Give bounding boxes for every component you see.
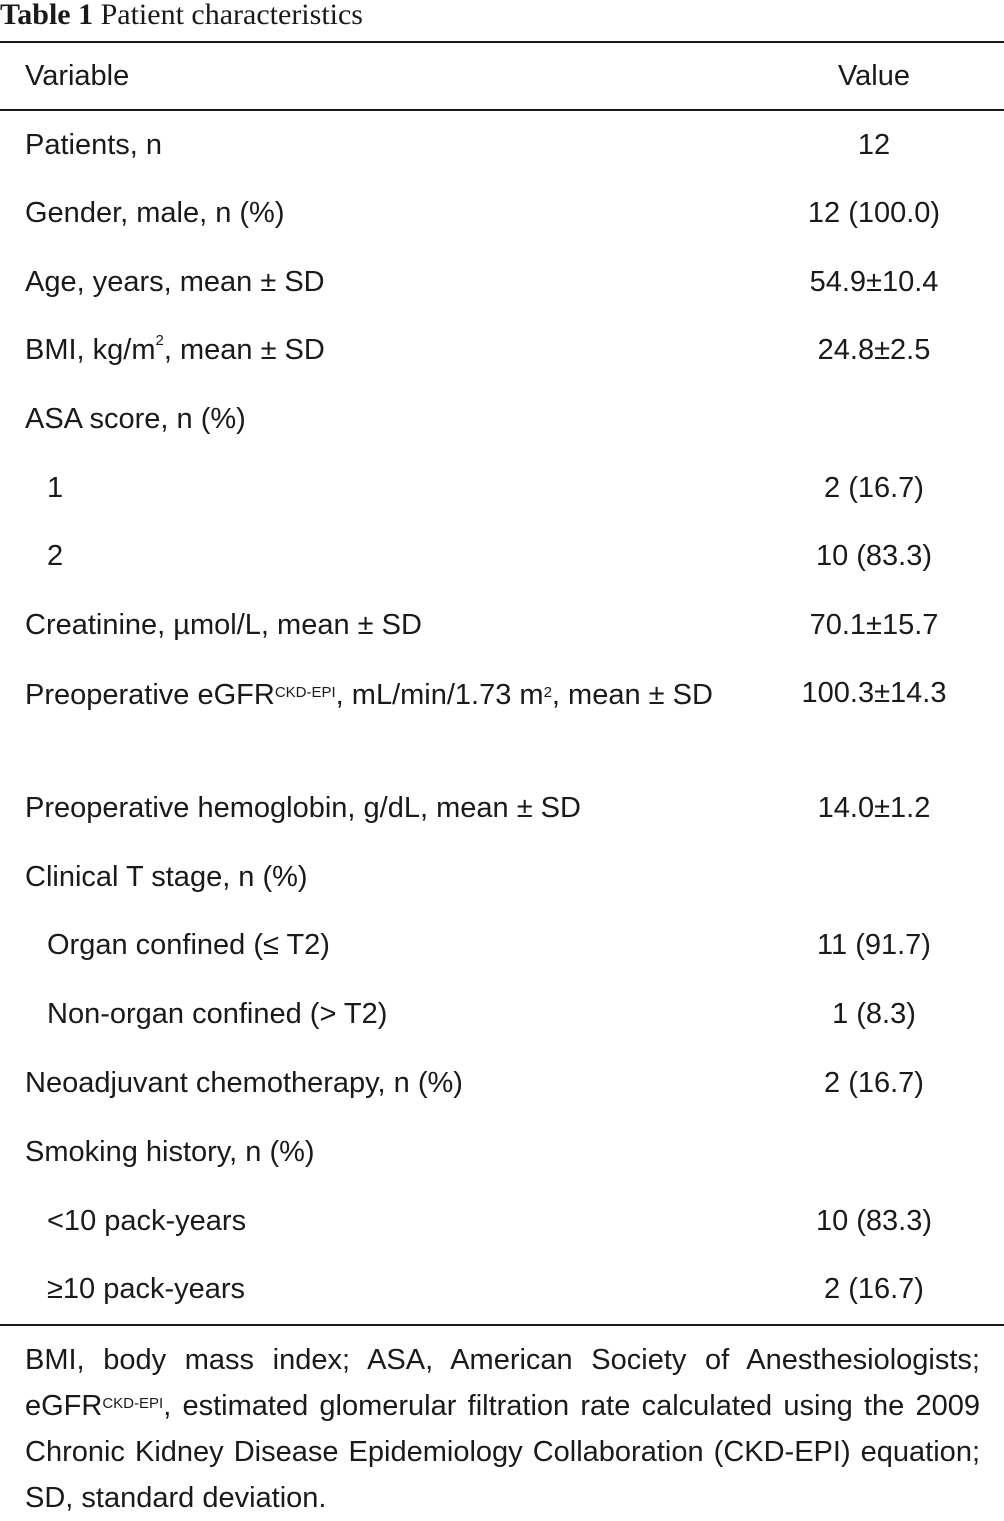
row-label-superscript: 2	[543, 684, 552, 701]
row-value: 12 (100.0)	[807, 197, 941, 229]
row-label: 2	[47, 540, 64, 572]
row-value: 12	[857, 129, 891, 161]
row-label: Clinical T stage, n (%)	[25, 861, 308, 893]
row-label: Creatinine, µmol/L, mean ± SD	[25, 609, 422, 641]
row-value: 10 (83.3)	[815, 1205, 933, 1237]
row-label: Smoking history, n (%)	[25, 1136, 315, 1168]
row-label: Non-organ confined (> T2)	[47, 998, 388, 1030]
row-label: ASA score, n (%)	[25, 403, 246, 435]
row-label-part: , mean ± SD	[163, 334, 325, 366]
row-label: 1	[47, 472, 64, 504]
row-value: 14.0±1.2	[817, 792, 931, 824]
row-value: 70.1±15.7	[809, 609, 939, 641]
row-label	[25, 334, 325, 367]
row-value: 24.8±2.5	[817, 334, 931, 366]
table-caption: Patient characteristics	[100, 0, 363, 31]
row-label: <10 pack-years	[47, 1205, 247, 1237]
row-value: 10 (83.3)	[815, 540, 933, 572]
bottom-rule	[0, 1324, 1004, 1326]
row-label: Neoadjuvant chemotherapy, n (%)	[25, 1067, 463, 1099]
header-value: Value	[837, 60, 911, 92]
row-value: 54.9±10.4	[809, 266, 939, 298]
header-variable: Variable	[25, 60, 130, 92]
row-label-part: Preoperative eGFR	[25, 679, 275, 711]
table-label: Table 1	[0, 0, 94, 31]
table-title	[0, 0, 363, 40]
row-label-part: , mean ± SD	[551, 679, 713, 711]
header-rule	[0, 109, 1004, 111]
row-label	[25, 672, 755, 718]
row-label-superscript: CKD-EPI	[274, 684, 336, 701]
row-label: Organ confined (≤ T2)	[47, 929, 330, 961]
top-rule	[0, 41, 1004, 43]
row-value: 11 (91.7)	[817, 929, 931, 961]
row-label: Gender, male, n (%)	[25, 197, 285, 229]
row-value: 100.3±14.3	[801, 677, 947, 709]
row-label: Preoperative hemoglobin, g/dL, mean ± SD	[25, 792, 581, 824]
footnote-superscript: CKD-EPI	[102, 1395, 164, 1412]
row-label-superscript: 2	[155, 332, 164, 349]
row-label: Age, years, mean ± SD	[25, 266, 325, 298]
row-label: Patients, n	[25, 129, 163, 161]
row-value: 2 (16.7)	[824, 1067, 924, 1099]
row-label-part: , mL/min/1.73 m	[335, 679, 544, 711]
footnote-text: BMI, body mass index; ASA, American Society of Anesthesiologists; eGFR	[25, 1344, 980, 1422]
table-footnote	[25, 1337, 980, 1521]
row-value: 1 (8.3)	[832, 998, 916, 1030]
row-label: ≥10 pack-years	[47, 1273, 246, 1305]
footnote-text: , estimated glomerular filtration rate calculated using the 2009 Chronic Kidney Disease Epidemiology Collaboration (CKD-EPI) equation; SD, standard deviation.	[25, 1390, 980, 1514]
row-value: 2 (16.7)	[824, 472, 924, 504]
row-value: 2 (16.7)	[824, 1273, 924, 1305]
row-label-part: BMI, kg/m	[25, 334, 156, 366]
